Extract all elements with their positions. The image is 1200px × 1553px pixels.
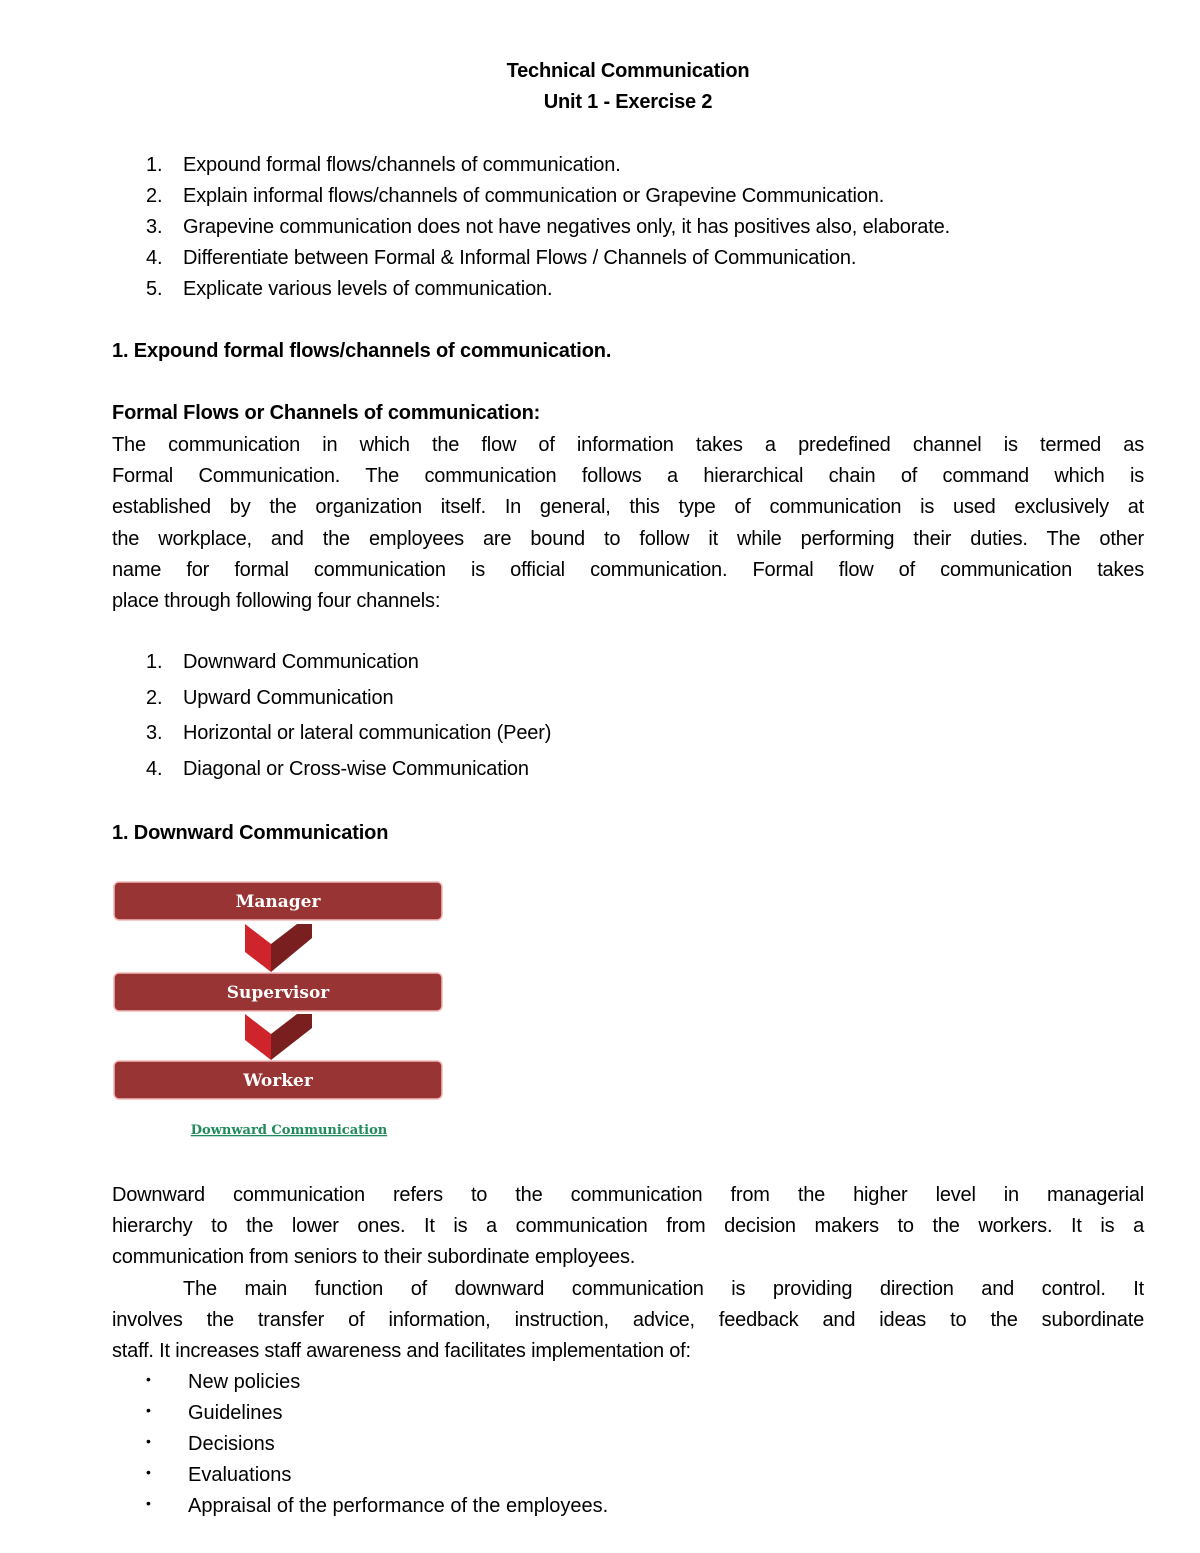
channel-number: 4. [146,758,163,780]
paragraph-line: The main function of downward communication is providing direction and control. It [183,1278,1144,1300]
channel-number: 2. [146,687,163,709]
channel-text: Diagonal or Cross-wise Communication [183,758,529,780]
paragraph-line: involves the transfer of information, instruction, advice, feedback and ideas to the subordinate [112,1309,1144,1332]
bullet-icon: • [146,1464,151,1480]
downward-paragraph-1 [112,1180,1144,1274]
paragraph-line: Formal Communication. The communication follows a hierarchical chain of command which is [112,465,1144,488]
document-subtitle: Unit 1 - Exercise 2 [543,91,713,113]
formal-communication-paragraph [112,430,1144,617]
level-box-manager [114,882,442,920]
bullet-icon: • [146,1402,151,1418]
paragraph-line: The communication in which the flow of information takes a predefined channel is termed as [112,434,1144,456]
down-chevron-icon [245,924,312,972]
level-label: Manager [235,892,321,912]
paragraph-line: staff. It increases staff awareness and facilitates implementation of: [112,1340,691,1363]
level-label: Supervisor [226,983,330,1003]
paragraph-line: place through following four channels: [112,589,441,612]
level-box-worker [114,1061,442,1099]
channel-number: 3. [146,722,163,744]
question-number: 1. [146,154,163,176]
bullet-text: Decisions [188,1433,275,1455]
question-text: Expound formal flows/channels of communication. [183,154,621,176]
down-chevron-icon [245,1014,312,1060]
bullet-icon: • [146,1495,151,1511]
diagram-caption: Downward Communication [190,1123,388,1138]
question-number: 3. [146,216,163,238]
paragraph-line: the workplace, and the employees are bound to follow it while performing their duties. The other [112,527,1144,550]
question-number: 2. [146,185,163,207]
downward-paragraph-2 [112,1274,1144,1368]
bullet-text: New policies [188,1371,301,1393]
channel-number: 1. [146,651,163,673]
bullet-text: Guidelines [188,1402,283,1424]
question-number: 4. [146,247,163,269]
bullet-icon: • [146,1433,151,1449]
question-text: Explain informal flows/channels of communication or Grapevine Communication. [183,185,885,207]
level-box-supervisor [114,973,442,1011]
paragraph-line: Downward communication refers to the communication from the higher level in managerial [112,1184,1144,1206]
downward-heading: 1. Downward Communication [112,822,389,844]
question-text: Grapevine communication does not have negatives only, it has positives also, elaborate. [183,216,951,238]
bullet-text: Evaluations [188,1464,292,1486]
downward-communication-diagram [112,874,452,1144]
paragraph-line: name for formal communication is official communication. Formal flow of communication takes [112,558,1144,581]
paragraph-line: hierarchy to the lower ones. It is a communication from decision makers to the workers. It is a [112,1215,1144,1238]
bullet-text: Appraisal of the performance of the employees. [188,1495,609,1517]
question-number: 5. [146,278,163,300]
channel-text: Horizontal or lateral communication (Peer) [183,722,552,744]
paragraph-line: established by the organization itself. In general, this type of communication is used exclusively at [112,496,1144,519]
document-title: Technical Communication [506,60,750,82]
channel-text: Upward Communication [183,687,394,709]
level-label: Worker [243,1071,313,1091]
paragraph-line: communication from seniors to their subordinate employees. [112,1246,636,1269]
section-subheading: Formal Flows or Channels of communication: [112,402,541,424]
channel-text: Downward Communication [183,651,419,673]
bullet-icon: • [146,1371,151,1387]
question-text: Differentiate between Formal & Informal Flows / Channels of Communication. [183,247,857,269]
section-heading: 1. Expound formal flows/channels of communication. [112,340,612,362]
question-text: Explicate various levels of communication. [183,278,553,300]
